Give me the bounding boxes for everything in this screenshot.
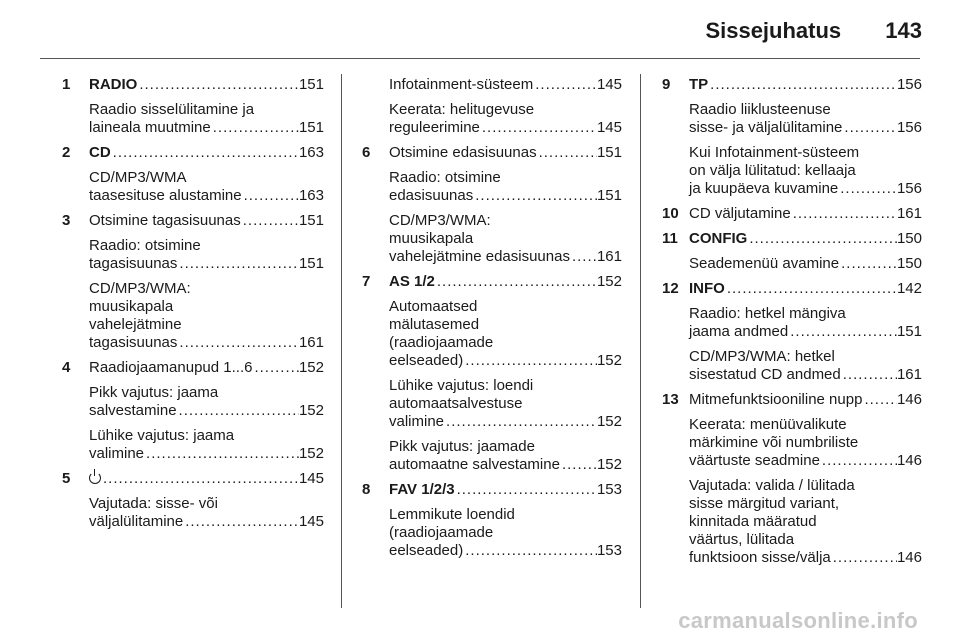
index-entry — [362, 377, 622, 431]
entry-page-number: 151 — [298, 212, 324, 229]
entry-label: vahelejätmine edasisuunas — [389, 248, 570, 265]
entry-reference[interactable] — [389, 542, 622, 560]
entry-page-number: 153 — [596, 542, 622, 559]
index-entry — [62, 212, 324, 230]
entry-label: väljalülitamine — [89, 513, 184, 530]
entry-page-number: 161 — [596, 248, 622, 265]
dot-leader — [725, 280, 897, 298]
entry-line: Raadio: otsimine — [389, 169, 501, 186]
entry-line: (raadiojaamade — [389, 334, 494, 351]
entry-label: laineala muutmine — [89, 119, 211, 136]
page-header — [705, 18, 922, 44]
entry-number: 1 — [62, 76, 71, 93]
entry-page-number: 152 — [298, 402, 324, 419]
entry-reference[interactable] — [89, 212, 324, 230]
watermark: carmanualsonline.info — [678, 608, 918, 633]
index-entry — [62, 237, 324, 273]
entry-reference[interactable] — [89, 119, 324, 137]
entry-reference[interactable] — [89, 187, 324, 205]
entry-reference[interactable] — [389, 456, 622, 474]
entry-page-number: 156 — [896, 119, 922, 136]
entry-reference[interactable] — [389, 248, 622, 266]
dot-leader — [177, 334, 299, 352]
dot-leader — [242, 187, 299, 205]
dot-leader — [839, 255, 897, 273]
entry-reference[interactable] — [89, 513, 324, 531]
entry-page-number: 156 — [896, 76, 922, 93]
entry-label: eelseaded) — [389, 352, 464, 369]
index-entry — [62, 470, 324, 488]
index-entry — [362, 101, 622, 137]
dot-leader — [463, 542, 597, 560]
entry-page-number: 142 — [896, 280, 922, 297]
entry-page-number: 146 — [896, 549, 922, 566]
entry-reference[interactable] — [89, 76, 324, 94]
dot-leader — [533, 76, 597, 94]
entry-page-number: 156 — [896, 180, 922, 197]
entry-number: 12 — [662, 280, 679, 297]
entry-line: väärtus, lülitada — [689, 531, 795, 548]
header-rule — [40, 58, 920, 59]
dot-leader — [473, 187, 597, 205]
entry-label: tagasisuunas — [89, 255, 178, 272]
entry-reference[interactable] — [689, 180, 922, 198]
section-title: Sissejuhatus — [705, 18, 842, 43]
entry-page-number: 150 — [896, 230, 922, 247]
entry-line: automaatsalvestuse — [389, 395, 523, 412]
entry-line: muusikapala — [89, 298, 174, 315]
entry-label: valimine — [389, 413, 445, 430]
entry-page-number: 145 — [298, 470, 324, 487]
index-column-1 — [62, 76, 324, 538]
entry-line: CD/MP3/WMA: hetkel — [689, 348, 835, 365]
entry-line: CD/MP3/WMA: — [89, 280, 191, 297]
entry-page-number: 161 — [298, 334, 324, 351]
dot-leader — [144, 445, 299, 463]
dot-leader — [838, 180, 897, 198]
page-number: 143 — [885, 18, 922, 43]
entry-reference[interactable] — [389, 413, 622, 431]
entry-number: 9 — [662, 76, 671, 93]
entry-reference[interactable] — [689, 255, 922, 273]
entry-reference[interactable] — [689, 391, 922, 409]
index-entry — [362, 273, 622, 291]
dot-leader — [570, 248, 597, 266]
entry-line: on välja lülitatud: kellaaja — [689, 162, 856, 179]
entry-page-number: 152 — [596, 352, 622, 369]
dot-leader — [241, 212, 299, 230]
entry-reference[interactable] — [689, 549, 922, 567]
entry-number: 13 — [662, 391, 679, 408]
dot-leader — [111, 144, 299, 162]
entry-label: tagasisuunas — [89, 334, 178, 351]
entry-label: funktsioon sisse/välja — [689, 549, 831, 566]
entry-label: sisestatud CD andmed — [689, 366, 841, 383]
entry-page-number: 151 — [298, 76, 324, 93]
entry-reference[interactable] — [389, 481, 622, 499]
entry-line: Raadio sisselülitamine ja — [89, 101, 255, 118]
entry-reference[interactable] — [89, 470, 324, 488]
dot-leader — [537, 144, 597, 162]
power-icon — [89, 470, 101, 488]
entry-label: Otsimine tagasisuunas — [89, 212, 241, 229]
entry-reference[interactable] — [689, 76, 922, 94]
entry-page-number: 146 — [896, 391, 922, 408]
entry-reference[interactable] — [389, 119, 622, 137]
entry-line: mälutasemed — [389, 316, 480, 333]
index-entry — [362, 144, 622, 162]
dot-leader — [137, 76, 299, 94]
entry-line: Vajutada: sisse- või — [89, 495, 218, 512]
entry-reference[interactable] — [89, 359, 324, 377]
entry-line: Lühike vajutus: jaama — [89, 427, 235, 444]
entry-number: 3 — [62, 212, 71, 229]
entry-number: 2 — [62, 144, 71, 161]
entry-line: (raadiojaamade — [389, 524, 494, 541]
index-entry — [62, 427, 324, 463]
dot-leader — [791, 205, 897, 223]
entry-line: Pikk vajutus: jaamade — [389, 438, 535, 455]
entry-line: Vajutada: valida / lülitada — [689, 477, 855, 494]
index-entry — [662, 305, 922, 341]
entry-label: automaatne salvestamine — [389, 456, 560, 473]
entry-label: INFO — [689, 280, 725, 297]
entry-number: 10 — [662, 205, 679, 222]
entry-line: Pikk vajutus: jaama — [89, 384, 219, 401]
dot-leader — [862, 391, 897, 409]
index-entry — [362, 481, 622, 499]
entry-page-number: 152 — [298, 445, 324, 462]
dot-leader — [560, 456, 597, 474]
entry-line: CD/MP3/WMA — [89, 169, 187, 186]
index-entry — [662, 76, 922, 94]
index-entry — [362, 212, 622, 266]
entry-label: Seademenüü avamine — [689, 255, 840, 272]
index-entry — [662, 205, 922, 223]
index-entry — [62, 76, 324, 94]
index-entry — [62, 280, 324, 352]
dot-leader — [841, 366, 897, 384]
entry-line: kinnitada määratud — [689, 513, 817, 530]
entry-reference[interactable] — [689, 366, 922, 384]
index-entry — [662, 255, 922, 273]
entry-reference[interactable] — [389, 273, 622, 291]
entry-label: taasesituse alustamine — [89, 187, 242, 204]
dot-leader — [747, 230, 897, 248]
dot-leader — [435, 273, 597, 291]
entry-reference[interactable] — [689, 452, 922, 470]
entry-number: 5 — [62, 470, 71, 487]
entry-label: Raadiojaamanupud 1...6 — [89, 359, 253, 376]
entry-page-number: 151 — [896, 323, 922, 340]
entry-line: Keerata: helitugevuse — [389, 101, 535, 118]
entry-line: märkimine või numbriliste — [689, 434, 859, 451]
entry-page-number: 146 — [896, 452, 922, 469]
entry-reference[interactable] — [89, 255, 324, 273]
entry-reference[interactable] — [389, 187, 622, 205]
entry-page-number: 161 — [896, 205, 922, 222]
dot-leader — [842, 119, 897, 137]
entry-reference[interactable] — [689, 230, 922, 248]
entry-page-number: 151 — [298, 255, 324, 272]
entry-label: Otsimine edasisuunas — [389, 144, 537, 161]
entry-line: Raadio liiklusteenuse — [689, 101, 831, 118]
dot-leader — [480, 119, 597, 137]
column-divider — [341, 74, 342, 608]
entry-reference[interactable] — [389, 144, 622, 162]
entry-page-number: 151 — [298, 119, 324, 136]
entry-label: FAV 1/2/3 — [389, 481, 455, 498]
entry-reference[interactable] — [89, 334, 324, 352]
entry-page-number: 145 — [298, 513, 324, 530]
index-entry — [662, 101, 922, 137]
entry-label: sisse- ja väljalülitamine — [689, 119, 843, 136]
index-entry — [62, 101, 324, 137]
entry-line: Raadio: hetkel mängiva — [689, 305, 846, 322]
index-entry — [662, 416, 922, 470]
dot-leader — [463, 352, 597, 370]
entry-page-number: 161 — [896, 366, 922, 383]
entry-number: 8 — [362, 481, 371, 498]
index-entry — [362, 506, 622, 560]
dot-leader — [444, 413, 597, 431]
entry-page-number: 145 — [596, 76, 622, 93]
dot-leader — [177, 402, 299, 420]
entry-reference[interactable] — [689, 119, 922, 137]
dot-leader — [831, 549, 897, 567]
dot-leader — [211, 119, 299, 137]
index-entry — [362, 298, 622, 370]
entry-line: Lemmikute loendid — [389, 506, 515, 523]
entry-reference[interactable] — [89, 402, 324, 420]
entry-label: valimine — [89, 445, 145, 462]
entry-label: AS 1/2 — [389, 273, 435, 290]
entry-page-number: 152 — [596, 413, 622, 430]
index-entry — [662, 230, 922, 248]
entry-reference[interactable] — [689, 205, 922, 223]
entry-line: Kui Infotainment-süsteem — [689, 144, 860, 161]
entry-label: RADIO — [89, 76, 138, 93]
index-entry — [62, 144, 324, 162]
dot-leader — [820, 452, 897, 470]
index-column-2 — [362, 76, 622, 567]
dot-leader — [101, 470, 299, 488]
dot-leader — [252, 359, 299, 377]
entry-page-number: 151 — [596, 144, 622, 161]
index-entry — [62, 495, 324, 531]
index-entry — [662, 144, 922, 198]
entry-label: CONFIG — [689, 230, 748, 247]
entry-line: Keerata: menüüvalikute — [689, 416, 847, 433]
dot-leader — [708, 76, 897, 94]
entry-line: CD/MP3/WMA: — [389, 212, 491, 229]
entry-label: ja kuupäeva kuvamine — [689, 180, 839, 197]
entry-line: muusikapala — [389, 230, 474, 247]
entry-label: CD väljutamine — [689, 205, 791, 222]
entry-label: TP — [689, 76, 709, 93]
entry-number: 11 — [662, 230, 678, 247]
entry-label: reguleerimine — [389, 119, 480, 136]
index-entry — [62, 169, 324, 205]
index-entry — [62, 359, 324, 377]
entry-label: CD — [89, 144, 111, 161]
index-entry — [662, 391, 922, 409]
index-column-3 — [662, 76, 922, 574]
entry-line: Lühike vajutus: loendi — [389, 377, 534, 394]
entry-reference[interactable] — [689, 280, 922, 298]
dot-leader — [183, 513, 299, 531]
index-entry — [62, 384, 324, 420]
entry-label: edasisuunas — [389, 187, 474, 204]
entry-reference[interactable] — [89, 445, 324, 463]
index-entry — [662, 280, 922, 298]
entry-page-number: 153 — [596, 481, 622, 498]
index-entry — [362, 438, 622, 474]
entry-reference[interactable] — [89, 144, 324, 162]
dot-leader — [455, 481, 597, 499]
column-divider — [640, 74, 641, 608]
entry-page-number: 151 — [596, 187, 622, 204]
dot-leader — [177, 255, 299, 273]
entry-page-number: 152 — [596, 456, 622, 473]
entry-reference[interactable] — [389, 76, 622, 94]
entry-label: väärtuste seadmine — [689, 452, 820, 469]
dot-leader — [788, 323, 897, 341]
entry-line: vahelejätmine — [89, 316, 182, 333]
entry-page-number: 163 — [298, 187, 324, 204]
index-entry — [662, 348, 922, 384]
index-entry — [662, 477, 922, 567]
entry-page-number: 145 — [596, 119, 622, 136]
entry-number: 6 — [362, 144, 371, 161]
entry-page-number: 150 — [896, 255, 922, 272]
entry-line: Automaatsed — [389, 298, 478, 315]
entry-label: jaama andmed — [689, 323, 789, 340]
entry-page-number: 152 — [596, 273, 622, 290]
entry-label: Mitmefunktsiooniline nupp — [689, 391, 863, 408]
entry-label: eelseaded) — [389, 542, 464, 559]
index-entry — [362, 169, 622, 205]
entry-label: Infotainment-süsteem — [389, 76, 534, 93]
entry-number: 7 — [362, 273, 371, 290]
entry-line: sisse märgitud variant, — [689, 495, 840, 512]
entry-label: salvestamine — [89, 402, 177, 419]
index-entry — [362, 76, 622, 94]
entry-reference[interactable] — [389, 352, 622, 370]
entry-page-number: 152 — [298, 359, 324, 376]
entry-page-number: 163 — [298, 144, 324, 161]
entry-number: 4 — [62, 359, 71, 376]
entry-line: Raadio: otsimine — [89, 237, 201, 254]
entry-reference[interactable] — [689, 323, 922, 341]
